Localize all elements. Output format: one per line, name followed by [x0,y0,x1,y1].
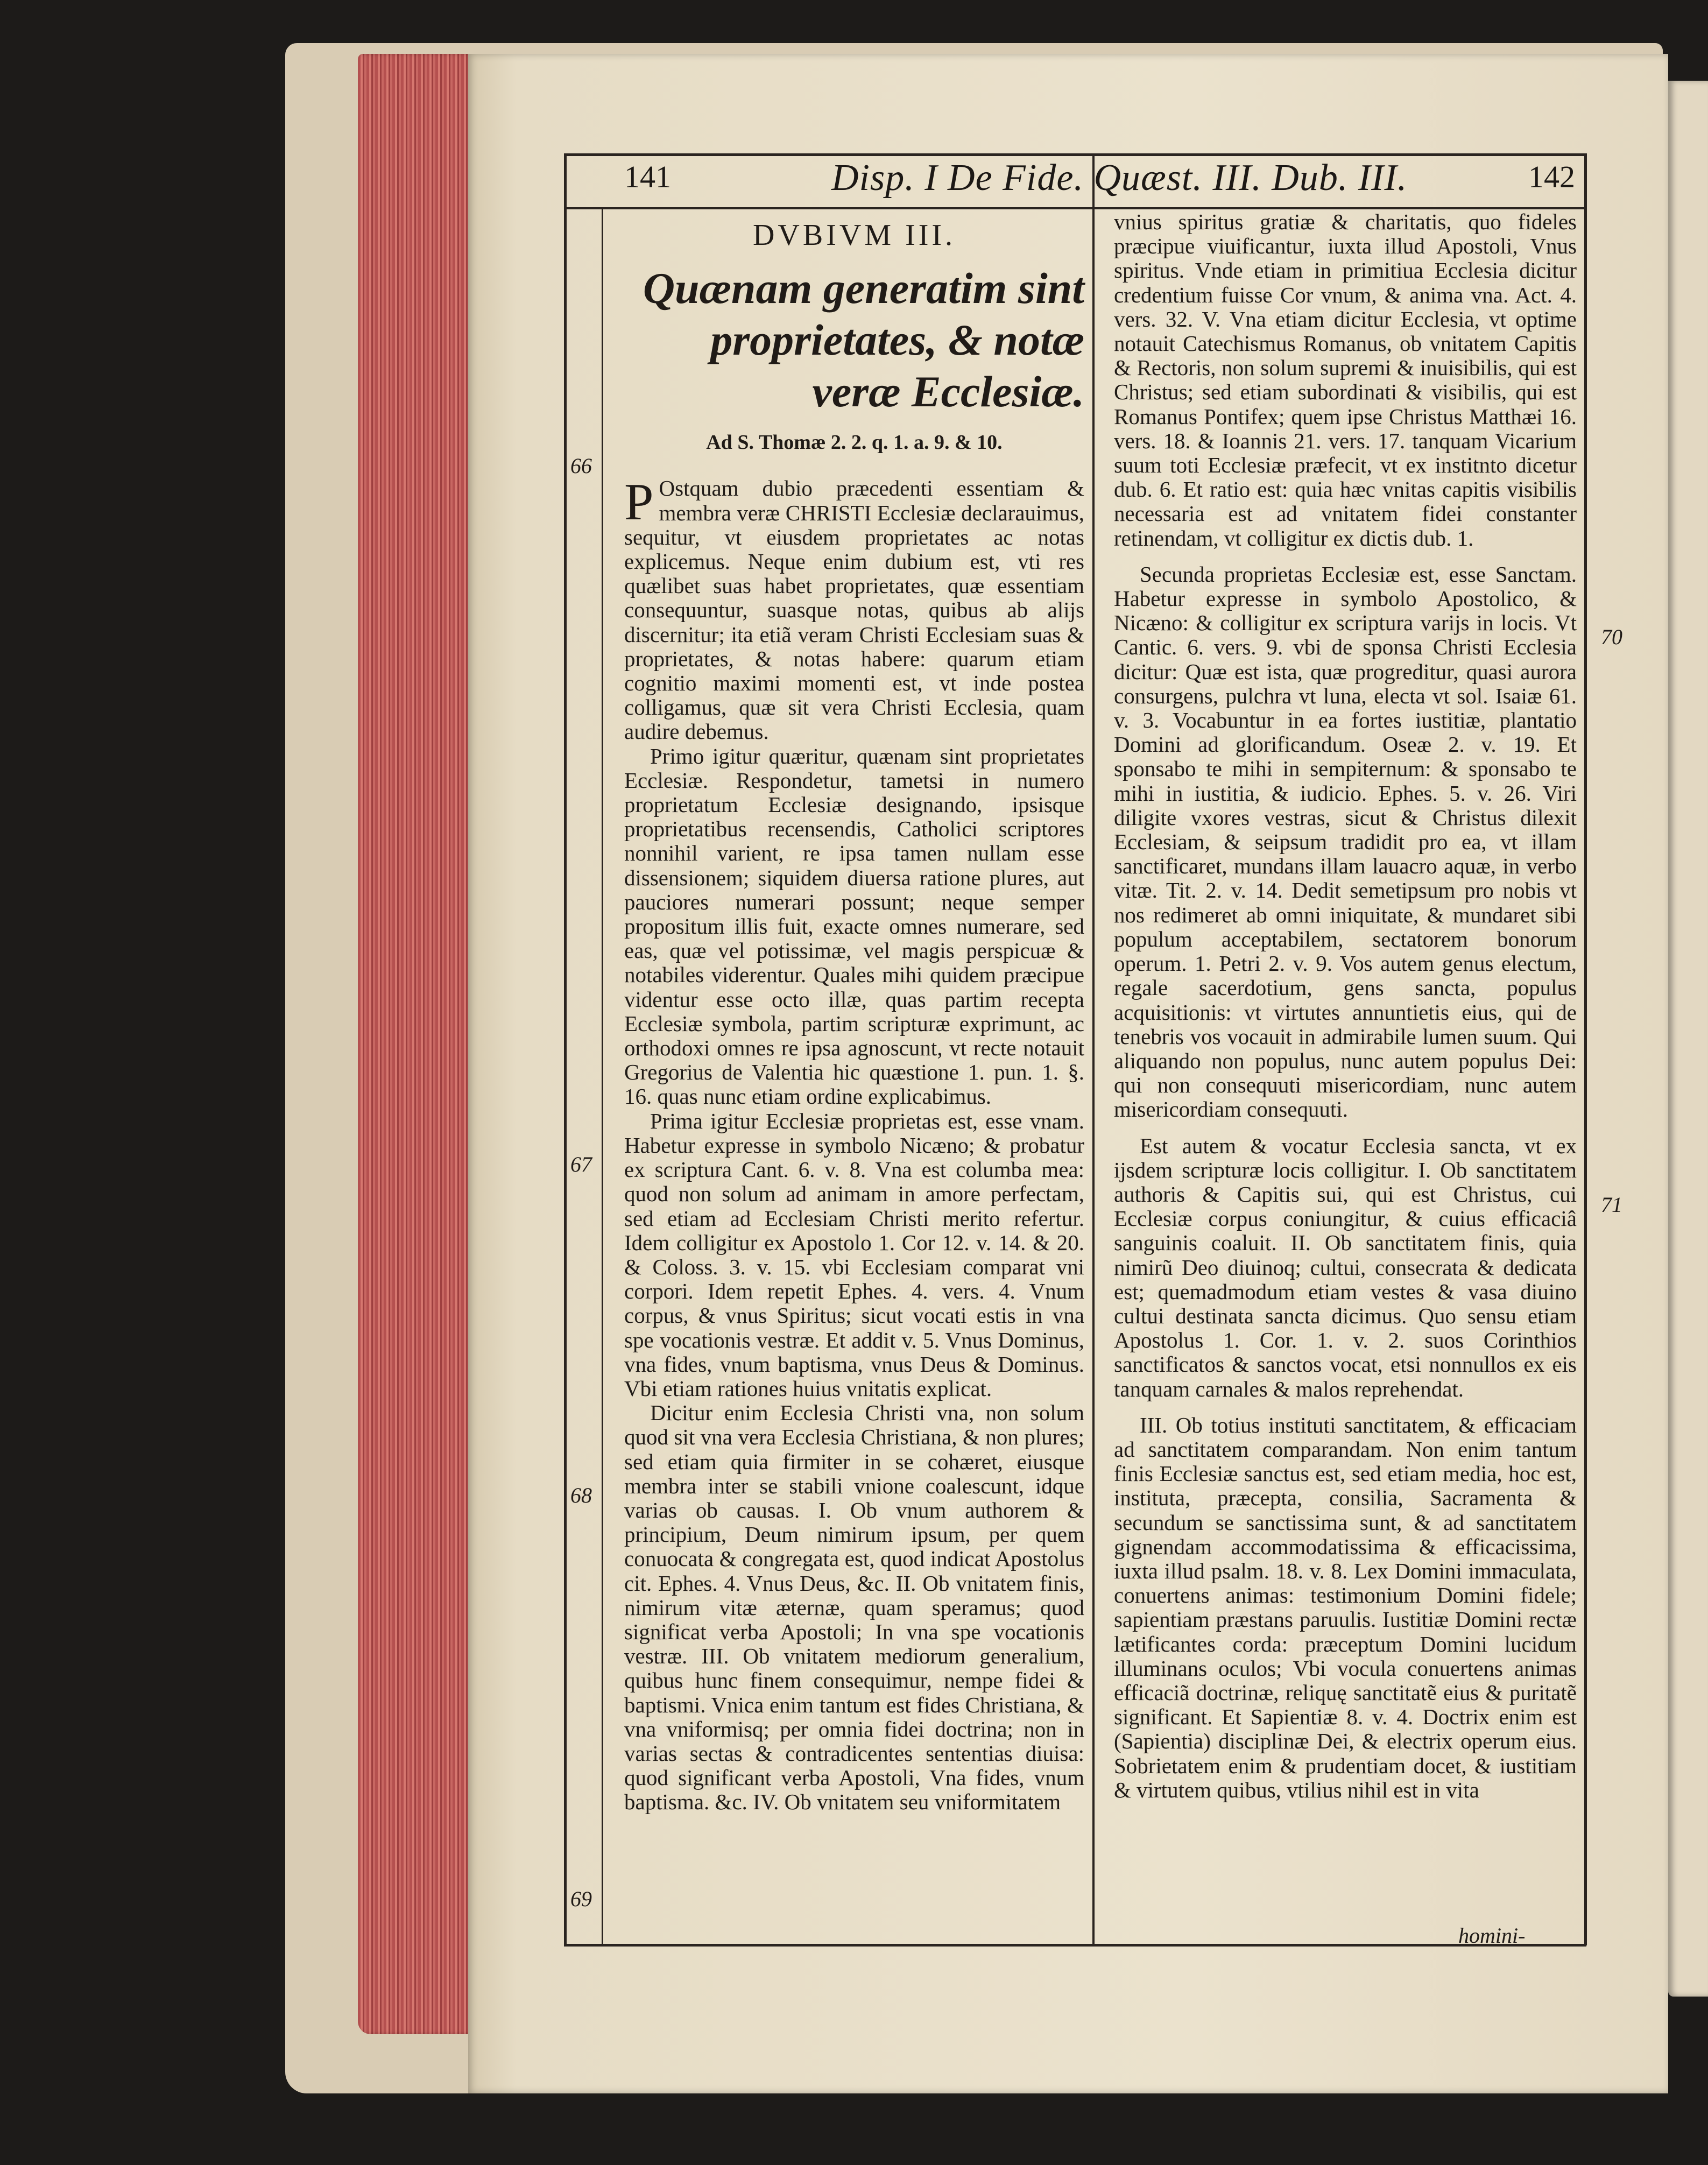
dubium-heading: DVBIVM III. [752,218,956,252]
drop-cap: P [624,473,654,532]
inner-left-rule [602,207,603,1945]
paragraph-dicitur: Dicitur enim Ecclesia Christi vna, non solum quod sit vna vera Ecclesia Christiana, & non plures; sed etiam quia firmiter in se cohæret, eiusque membra inter se stabili vnione coalescunt, idque varias ob causas. I. Ob vnum authorem & principium, Deum nimirum ipsum, per quem conuocata & congregata est, quod indicat Apostolus cit. Ephes. 4. Vnus Deus, &c. II. Ob vnitatem finis, nimirum vitæ æternæ, quam speramus; quod significat verba Apostoli; In vna spe vocationis vestræ. III. Ob vnitatem mediorum generalium, quibus hunc finem consequimur, nempe fidei & baptismi. Vnica enim tantum est fides Christiana, & vna vniformisq; per omnia fidei doctrina; non in varias sectas & contradicentes sententias diuisa: quod significant verba Apostoli, Vna fides, vnum baptisma. &c. IV. Ob vnitatem seu vniformitatem [624,1400,1084,1815]
paragraph-secunda-proprietas: Secunda proprietas Ecclesiæ est, esse Sanctam. Habetur expresse in symbolo Apostolico, & Nicæno: & colligitur ex scriptura varijs in locis. Vt Cantic. 6. vers. 9. vbi de sponsa Christi Ecclesia dicitur: Quæ est ista, quæ progreditur, quasi aurora consurgens, pulchra vt luna, electa vt sol. Isaiæ 61. v. 3. Vocabuntur in ea fortes iustitiæ, plantatio Domini ad glorificandum. Oseæ 2. v. 19. Et sponsabo te mihi in sempiternum: & sponsabo te mihi in iustitia, & iudicio. Ephes. 5. v. 26. Viri diligite vxores vestras, sicut & Christus dilexit Ecclesiam, & seipsum tradidit pro ea, vt illam sanctificaret, mundans illam lauacro aquæ, in verbo vitæ. Tit. 2. v. 14. Dedit semetipsum pro nobis vt nos redimeret ab omni iniquitate, & mundaret sibi populum acceptabilem, sectatorem bonorum operum. 1. Petri 2. v. 9. Vos autem genus electum, regale sacerdotium, gens sancta, populus acquisitionis: vt virtutes annuntietis eius, qui de tenebris vos vocauit in admirabile lumen suum. Qui aliquando non populus, nunc autem populus Dei: qui non consequuti misericordiam, nunc autem misericordiam consequuti. [1114,561,1577,1122]
frame-bottom-rule [564,1944,1586,1947]
margin-number-66: 66 [570,454,592,478]
paragraph-prima-proprietas: Prima igitur Ecclesiæ proprietas est, esse vnam. Habetur expresse in symbolo Nicæno; & probatur ex scriptura Cant. 6. v. 8. Vna est columba mea: quod non solum ad animam in amore perfectam, sed etiam ad Ecclesiam Christi merito refertur. Idem colligitur ex Apostolo 1. Cor 12. v. 14. & 20. & Coloss. 3. v. 15. vbi Ecclesiam comparat vni corpori. Idem repetit Ephes. 4. vers. 4. Vnum corpus, & vnus Spiritus; sicut vocati estis in vna spe vocationis vestræ. Et addit v. 5. Vnus Dominus, vna fides, vnum baptisma, vnus Deus & Dominus. Vbi etiam rationes huius vnitatis explicat. [624,1108,1084,1401]
margin-number-68: 68 [570,1483,592,1507]
margin-number-67: 67 [570,1152,592,1176]
frame-right-rule [1584,153,1587,1945]
running-header [565,159,1587,202]
page-number-left: 141 [624,159,671,194]
catchword: homini- [1458,1923,1526,1948]
paragraph-totius-instituti: III. Ob totius instituti sanctitatem, & efficaciam ad sanctitatem comparandam. Non enim tantum finis Ecclesiæ sanctus est, sed etiam media, hoc est, instituta, præcepta, consilia, Sacramenta & secundum se sanctissima sunt, & ad sanctitatem gignendam accommodatissima & efficacissima, iuxta illud psalm. 18. v. 8. Lex Domini immaculata, conuertens animas: testimonium Domini fidele; sapientiam præstans paruulis. Iustitiæ Domini rectæ lætificantes corda: præceptum Domini lucidum illuminans oculos; Vbi vocula conuertens animas efficaciã doctrinæ, reliquę sanctitatẽ eius & puritatẽ significant. Et Sapientiæ 8. v. 4. Doctrix enim est (Sapientia) disciplinæ Dei, & electrix operum eius. Sobrietatem enim & prudentiam docet, & iustitiam & virtutem quibus, vtilius nihil est in vita [1114,1412,1577,1802]
paragraph-sanctitas: Est autem & vocatur Ecclesia sancta, vt ex ijsdem scripturæ locis colligitur. I. Ob sanctitatem authoris & Capitis sui, qui est Christus, cui Ecclesiæ corpus coniungitur, & cuius efficaciâ sanguinis coaluit. II. Ob sanctitatem finis, quia nimirũ Deo diuinoq; cultui, consecrata & dedicata est; quemadmodum etiam vestes & vasa diuino cultui destinata sancta dicimus. Quo sensu etiam Apostolus 1. Cor. 1. v. 2. suos Corinthios sanctificatos & sanctos vocat, etsi nonnullos ex eis tanquam carnales & malos reprehendat. [1114,1133,1577,1401]
margin-number-70: 70 [1601,625,1622,649]
frame-top-rule [564,153,1586,156]
paragraph-unitas-continued: vnius spiritus gratiæ & charitatis, quo fideles præcipue viuificantur, iuxta illud Apostoli, Vnus spiritus. Vnde etiam in primitiua Ecclesia dicitur credentium fuisse Cor vnum, & anima vna. Act. 4. vers. 32. V. Vna etiam dicitur Ecclesia, vt optime notauit Catechismus Romanus, ob vnitatem Capitis & Rectoris, non solum supremi & inuisibilis, qui est Christus; sed etiam subordinati & visibilis, qui est Romanus Pontifex; quem ipse Christus Matthæi 16. vers. 18. & Ioannis 21. vers. 17. tanquam Vicarium suum toti Ecclesiæ præfecit, vt ex institnto dicetur dub. 6. Et ratio est: quia hæc vnitas capitis visibilis necessaria est ad vnitatem fidei constanter retinendam, vt colligitur ex dictis dub. 1. [1114,209,1577,551]
question-title: Quænam generatim sint proprietates, & notæ veræ Ecclesiæ. [643,264,1084,417]
right-column [1114,210,1577,1802]
margin-number-71: 71 [1601,1193,1622,1217]
running-title: Disp. I De Fide. Quæst. III. Dub. III. [831,157,1408,199]
margin-number-69: 69 [570,1887,592,1911]
paragraph-intro-text: Ostquam dubio præcedenti essentiam & membra veræ CHRISTI Ecclesiæ declarauimus, sequitur, vt eiusdem proprietates ac notas explicemus. Neque enim dubium est, vti res quælibet suas habet proprietates, quæ essentiam consequuntur, suasque notas, quibus ab alijs discernitur; ita etiã veram Christi Ecclesiam suas & proprietates, & notas habere: quarum etiam cognitio maximi momenti est, vt inde postea colligamus, quæ sit vera Christi Ecclesia, quam audire debemus. [624,476,1084,744]
left-column [624,218,1084,1815]
st-thomas-reference: Ad S. Thomæ 2. 2. q. 1. a. 9. & 10. [706,431,1003,454]
column-divider [1092,153,1095,1945]
page-number-right: 142 [1528,159,1575,194]
facing-page-edge [1668,81,1708,1997]
paragraph-intro [624,473,1084,744]
paragraph-primo: Primo igitur quæritur, quænam sint proprietates Ecclesiæ. Respondetur, tametsi in numero proprietatum Ecclesiæ designando, ipsisque proprietatibus recensendis, Catholici scriptores nonnihil varient, re ipsa tamen nullam esse dissensionem; siquidem diuersa ratione plures, aut pauciores numerari possunt; neque semper propositum illis fuit, exacte omnes numerare, sed eas, quæ vel potissimæ, vel magis perspicuæ & notabiles viderentur. Quales mihi quidem præcipue videntur esse octo illæ, quas partim recepta Ecclesiæ symbola, partim scripturæ exprimunt, ac orthodoxi omnes re ipsa agnoscunt, vt recte notauit Gregorius de Valentia hic quæstione 1. pun. 1. §. 16. quas nunc etiam ordine explicabimus. [624,743,1084,1109]
frame-left-rule [564,153,567,1945]
red-page-edges [358,54,476,2034]
